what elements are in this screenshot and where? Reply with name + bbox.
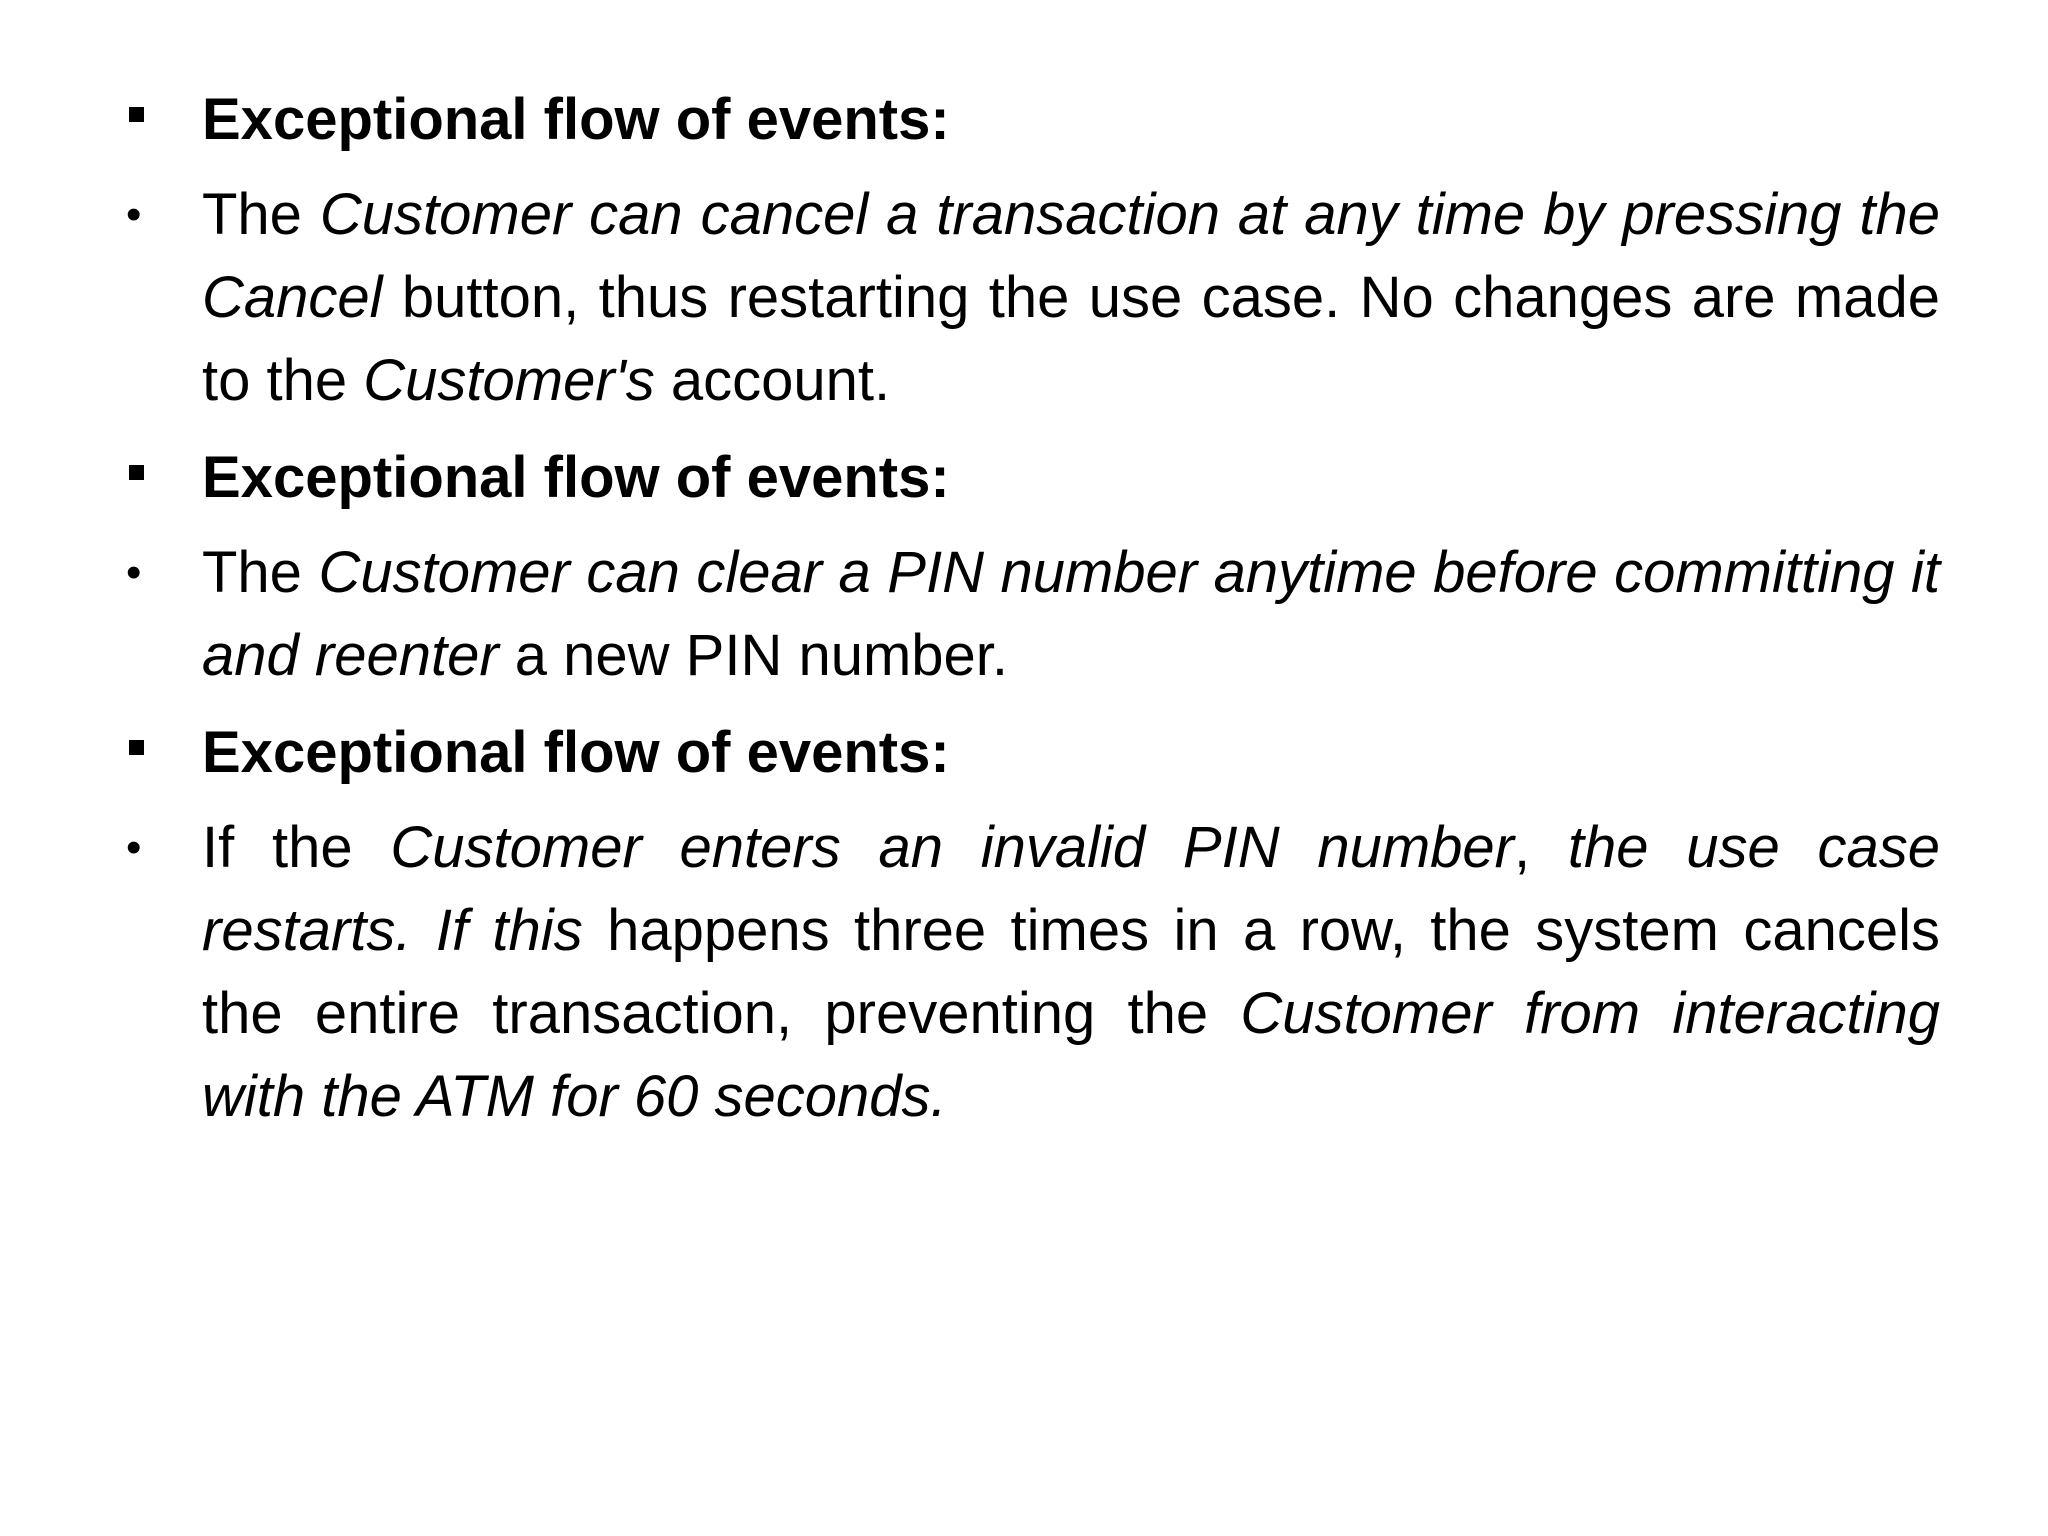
italic-text-run: Customer from interacting with the ATM for 60 seconds. <box>202 981 1940 1129</box>
paragraph-text <box>202 182 1940 413</box>
square-bullet-icon <box>129 740 144 755</box>
text-run: , <box>1513 815 1568 880</box>
slide-content <box>120 78 1940 1152</box>
bullet-paragraph <box>120 806 1940 1138</box>
heading-text: Exceptional flow of events: <box>202 720 950 785</box>
section-heading <box>120 436 1940 519</box>
italic-text-run: Customer's <box>363 348 655 413</box>
italic-text-run: Customer can clear a PIN number anytime before committing it and reenter <box>202 540 1940 688</box>
heading-text: Exceptional flow of events: <box>202 87 950 152</box>
text-run: happens three times in a row, the system cancels the entire transaction, preventing the <box>202 898 1940 1046</box>
text-run: account. <box>654 348 891 413</box>
italic-text-run: the use case restarts. If this <box>202 815 1941 963</box>
text-run: If the <box>202 815 391 880</box>
square-bullet-icon <box>129 465 144 480</box>
italic-text-run: Customer can cancel a transaction at any time by pressing the Cancel <box>202 182 1941 330</box>
bullet-dot-icon: • <box>126 190 142 239</box>
bullet-dot-icon: • <box>126 823 142 872</box>
section-heading <box>120 711 1940 794</box>
text-run: The <box>202 540 319 605</box>
text-run: a new PIN number. <box>498 623 1009 688</box>
square-bullet-icon <box>129 107 144 122</box>
text-run: The <box>202 182 320 247</box>
text-run: button, thus restarting the use case. No changes are made to the <box>202 265 1940 413</box>
heading-text: Exceptional flow of events: <box>202 445 950 510</box>
section-heading <box>120 78 1940 161</box>
bullet-paragraph <box>120 173 1940 422</box>
paragraph-text <box>202 540 1940 688</box>
bullet-paragraph <box>120 531 1940 697</box>
bullet-dot-icon: • <box>126 548 142 597</box>
italic-text-run: Customer enters an invalid PIN number <box>390 815 1514 880</box>
paragraph-text <box>202 815 1940 1129</box>
